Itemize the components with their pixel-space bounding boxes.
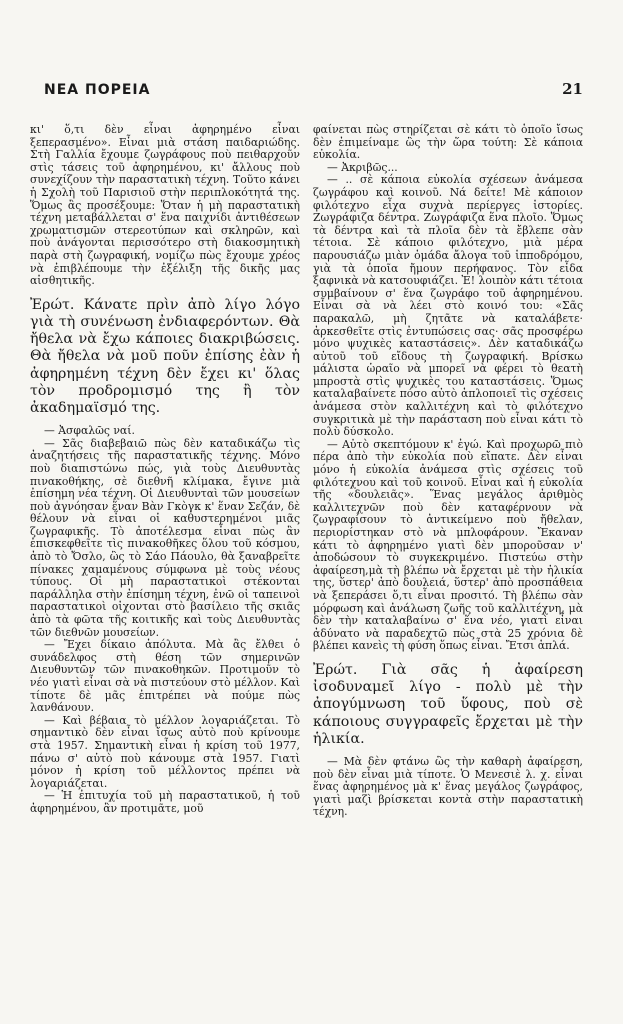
paragraph: φαίνεται πὼς στηρίζεται σὲ κάτι τὸ ὁποῖο ἴσως δὲν ἐπιμείναμε ὣς τὴν ὥρα τούτη: Σὲ κάποια εὐκολία.: [313, 123, 583, 162]
page-number: 21: [562, 80, 583, 98]
paragraph: — Μὰ δὲν φτάνω ὣς τὴν καθαρὴ ἀφαίρεση, ποὺ δὲν εἶναι μιὰ τίποτε. Ὁ Μενεσιὲ λ. χ. εἶναι ἕνας ἀφηρημένος μὰ κ' ἕνας μεγάλος ζωγράφος, γιατὶ μαζὶ βρίσκεται κοντὰ στὴν παραστατικὴ τέχνη.: [313, 754, 583, 819]
paragraph: — Ἀκριβῶς...: [327, 160, 398, 174]
interview-question: Ἐρώτ. Κάνατε πρὶν ἀπὸ λίγο λόγο γιὰ τὴ συνένωση ἐνδιαφερόντων. Θὰ ἤθελα νὰ ἔχω κάποιες διακριβώσεις. Θὰ ἤθελα νὰ μοῦ ποῦν ἐπίσης ἐὰν ἡ ἀφηρημένη τέχνη δὲν ἔχει κι' ὅλας τὸν προδρομισμό της ἢ τὸν ἀκαδημαϊσμό της.: [30, 296, 300, 416]
paragraph: — Σᾶς διαβεβαιῶ πὼς δὲν καταδικάζω τὶς ἀναζητήσεις τῆς παραστατικῆς τέχνης. Μόνο ποὺ διαπιστώνω πώς, γιὰ τοὺς Διευθυντὰς πινακοθήκης, σὲ διεθνῆ κλίμακα, ἔγινε μιὰ ἐπίσημη νέα τέχνη. Οἱ Διευθυνταὶ τῶν μουσείων ποὺ ἀγνόησαν ἕναν Βὰν Γκὸγκ κ' ἕναν Σεζάν, δὲ θέλουν νὰ εἶναι οἱ καθυστερημένοι μιᾶς ζωγραφικῆς. Τὸ ἀποτέλεσμα εἶναι πὼς ἂν ἐπισκεφθεῖτε τὶς πινακοθῆκες ὅλου τοῦ κόσμου, ἀπὸ τὸ Ὄσλο, ὣς τὸ Σάο Πάουλο, θὰ ξαναβρεῖτε πίνακες χαμαμένους σύμφωνα μὲ τοὺς νέους τύπους. Οἱ μὴ παραστατικοὶ στέκονται παράλληλα στὴν ἐπίσημη τέχνη, ἐνῶ οἱ ταπεινοὶ παραστατικοὶ οἰχονται στὸ βασίλειο τῆς σκιᾶς ἀπὸ τὰ φῶτα τῆς κοιτικῆς καὶ τοὺς Διευθυντὰς τῶν διεθνῶν μουσείων.: [30, 436, 300, 639]
paragraph: — Ἀσφαλῶς ναί.: [44, 424, 135, 438]
page-header: [44, 82, 583, 112]
paragraph: — Ἔχει δίκαιο ἀπόλυτα. Μὰ ἂς ἔλθει ὁ συνάδελφος στὴ θέση τῶν σημερινῶν Διευθυντῶν τῶν πινακοθηκῶν. Προτιμοῦν τὸ νέο γιατὶ εἶναι σὰ νὰ πιστεύουν στὸ μέλλον. Καὶ τίποτε δὲ μᾶς ἐπιτρέπει νὰ πούμε πὼς λανθάνουν.: [30, 638, 300, 715]
left-column: [30, 124, 300, 816]
paragraph: — Ἡ ἐπιτυχία τοῦ μὴ παραστατικοῦ, ἡ τοῦ ἀφηρημένου, ἂν προτιμᾶτε, μοῦ: [30, 789, 300, 815]
paragraph: — .. σὲ κάποια εὐκολία σχέσεων ἀνάμεσα ζωγράφου καὶ κοινοῦ. Νά δείτε! Μὲ κάποιον φιλότεχνο εἶχα συχνὰ περίεργες ἱστορίες. Ζωγράφιζα δέντρα. Ζωγράφιζα ἕνα πλοῖο. Ὅμως τὰ δέντρα καὶ τὰ πλοῖα δὲν τὰ ἔβλεπε σὰν τέτοια. Σὲ κάποιο φιλότεχνο, μιὰ μέρα παρουσιάζω μιὰν ὁμάδα ἄλογα τοῦ ἱπποδρόμου, γιὰ τὰ ὁποῖα ἤμουν περήφανος. Τὸν εἶδα ξαφνικὰ νὰ κατσουφιάζει. Ἐ! λοιπὸν κάτι τέτοια συμβαίνουν σ' ἕνα ζωγράφο τοῦ ἀφηρημένου. Εἶναι σὰ νὰ λέει στὸ κοινό του: «Σᾶς παρακαλῶ, μὴ ζητᾶτε νὰ καταλάβετε· ἀρκεσθεῖτε στὶς ἐντυπώσεις σας· σᾶς προσφέρω μόνο ψυχικὲς καταστάσεις». Δὲν καταδικάζω αὐτοῦ τοῦ εἴδους τὴ ζωγραφική. Βρίσκω μάλιστα ὡραῖο νὰ μπορεῖ νὰ φέρει τὸ θεατὴ μπροστὰ στὶς ψυχικὲς του καταστάσεις. Ὅμως καταλαβαίνετε πόσο αὐτὸ ἁπλοποιεῖ τὶς σχέσεις ἀνάμεσα στὸν καλλιτέχνη καὶ τὸ φιλότεχνο συγκριτικὰ μὲ τὴν παράσταση ποὺ εἶναι κάτι τὸ πολὺ δύσκολο.: [313, 173, 583, 439]
interview-question: Ἐρώτ. Γιὰ σᾶς ἡ ἀφαίρεση ἰσοδυναμεῖ λίγο - πολὺ μὲ τὴν ἀπογύμνωση τοῦ ὕφους, ποὺ σὲ κάποιους συγγραφεῖς ἔρχεται μὲ τὴν ἡλικία.: [313, 661, 583, 747]
paragraph: κι' ὅ,τι δὲν εἶναι ἀφηρημένο εἶναι ξεπερασμένο». Εἶναι μιὰ στάση παιδαριώδης. Στὴ Γαλλία ἔχουμε ζωγράφους ποὺ πειθαρχοῦν στὶς τάσεις τοῦ ἀφηρημένου, κι' ἄλλους ποὺ συνεχίζουν τὴν παραστατικὴ τέχνη. Τοῦτο κάνει ἡ Σχολὴ τοῦ Παρισιοῦ στὴν περιπλοκότητά της. Ὅμως ἂς προσέξουμε: Ὅταν ἡ μὴ παραστατικὴ τέχνη μεταβάλλεται σ' ἕνα παιχνίδι ἀντιθέσεων χρωματισμῶν στερεοτύπων καὶ σκληρῶν, καὶ ποὺ ἀνάγονται περισσότερο στὴ διακοσμητικὴ παρὰ στὴ ζωγραφική, νομίζω πὼς ἔχουμε χρέος νὰ ἐπιβλέπουμε τὴν ἐξέλιξη τῆς δικῆς μας αἰσθητικῆς.: [30, 123, 300, 288]
journal-title: ΝΕΑ ΠΟΡΕΙΑ: [44, 82, 151, 98]
paragraph: — Αὐτὸ σκεπτόμουν κ' ἐγώ. Καὶ προχωρῶ πιὸ πέρα ἀπὸ τὴν εὐκολία ποὺ εἴπατε. Δὲν εἶναι μόνο ἡ εὐκολία ἀνάμεσα στὶς σχέσεις τοῦ φιλότεχνου καὶ τοῦ κοινοῦ. Εἶναι καὶ ἡ εὐκολία τῆς «δουλειᾶς». Ἕνας μεγάλος ἀριθμὸς καλλιτεχνῶν ποὺ δὲν καταφέρνουν νὰ ζωγραφίσουν τὸ ἀντικείμενο ποὺ ἤθελαν, περιορίστηκαν στὸ νὰ μπλοφάρουν. Ἔκαναν κάτι τὸ ἀφηρημένο γιατὶ δὲν μποροῦσαν ν' ἀποδώσουν τὸ συγκεκριμένο. Πιστεύω στὴν ἀφαίρεση,μὰ τὴ βλέπω νὰ ἔρχεται μὲ τὴν ἡλικία της, ὕστερ' ἀπὸ δουλειά, ὕστερ' ἀπὸ προσπάθεια νὰ ξεπεράσει ὅ,τι εἶναι προσιτό. Τὴ βλέπω σὰν μόρφωση καὶ ἀνάλωση ζωῆς τοῦ καλλιτέχνη, μὰ δὲν τὴν καταλαβαίνω σ' ἕνα νέο, γιατὶ εἶναι ἀδύνατο νὰ παραδεχτῶ πὼς στὰ 25 χρόνια δὲ βλέπει κανεὶς τὴ φύση ὅπως εἶναι. Ἔτσι ἁπλά.: [313, 437, 583, 653]
paragraph: — Καὶ βέβαια τὸ μέλλον λογαριάζεται. Τὸ σημαντικὸ δὲν εἶναι ἴσως αὐτὸ ποὺ κρίνουμε στὰ 1957. Σημαντικὴ εἶναι ἡ κρίση τοῦ 1977, πάνω σ' αὐτὸ ποὺ κάνουμε στὰ 1957. Γιατὶ μόνον ἡ κρίση τοῦ μέλλοντος πρέπει νὰ λογαριάζεται.: [30, 713, 300, 790]
right-column: [313, 124, 583, 819]
